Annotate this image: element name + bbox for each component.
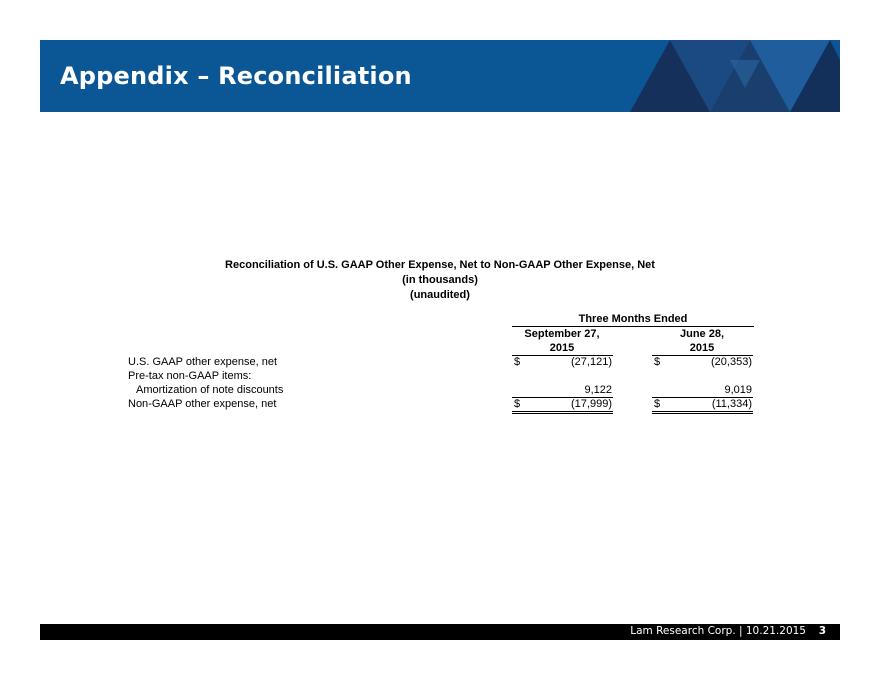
total-double-rule-1b [512, 413, 613, 414]
row-dollar-sign: $ [654, 356, 661, 368]
footer-bar [40, 624, 840, 640]
row-dollar-sign: $ [514, 398, 521, 410]
row-value-sep27: 9,122 [584, 384, 612, 396]
row-dollar-sign: $ [654, 398, 661, 410]
table-audit-status: (unaudited) [410, 289, 470, 301]
footer-company-date: Lam Research Corp. | 10.21.2015 [630, 625, 806, 637]
row-value-jun28: (20,353) [711, 356, 752, 368]
triangle-decoration-icon [630, 40, 840, 112]
row-value-jun28: (11,334) [711, 398, 752, 410]
table-heading [0, 258, 880, 303]
total-double-rule-2b [652, 413, 753, 414]
row-value-jun28: 9,019 [724, 384, 752, 396]
row-value-sep27: (17,999) [571, 398, 612, 410]
row-value-sep27: (27,121) [571, 356, 612, 368]
column-1-header-line1: September 27, [524, 328, 600, 340]
total-double-rule-1a [512, 411, 613, 412]
page-number: 3 [818, 625, 826, 637]
table-title: Reconciliation of U.S. GAAP Other Expense, Net to Non-GAAP Other Expense, Net [225, 259, 655, 271]
column-2-header-line2: 2015 [689, 342, 715, 354]
row-label: Amortization of note discounts [136, 384, 284, 396]
row-label: Non-GAAP other expense, net [128, 398, 277, 410]
row-label: U.S. GAAP other expense, net [128, 356, 277, 368]
period-header: Three Months Ended [578, 313, 688, 325]
page-title: Appendix – Reconciliation [60, 62, 412, 90]
table-units: (in thousands) [402, 274, 478, 286]
column-1-header-line2: 2015 [549, 342, 575, 354]
total-double-rule-2a [652, 411, 753, 412]
row-label: Pre-tax non-GAAP items: [128, 370, 252, 382]
row-dollar-sign: $ [514, 356, 521, 368]
period-header-rule [512, 326, 754, 327]
header-banner [40, 40, 840, 112]
column-2-header-line1: June 28, [679, 328, 725, 340]
